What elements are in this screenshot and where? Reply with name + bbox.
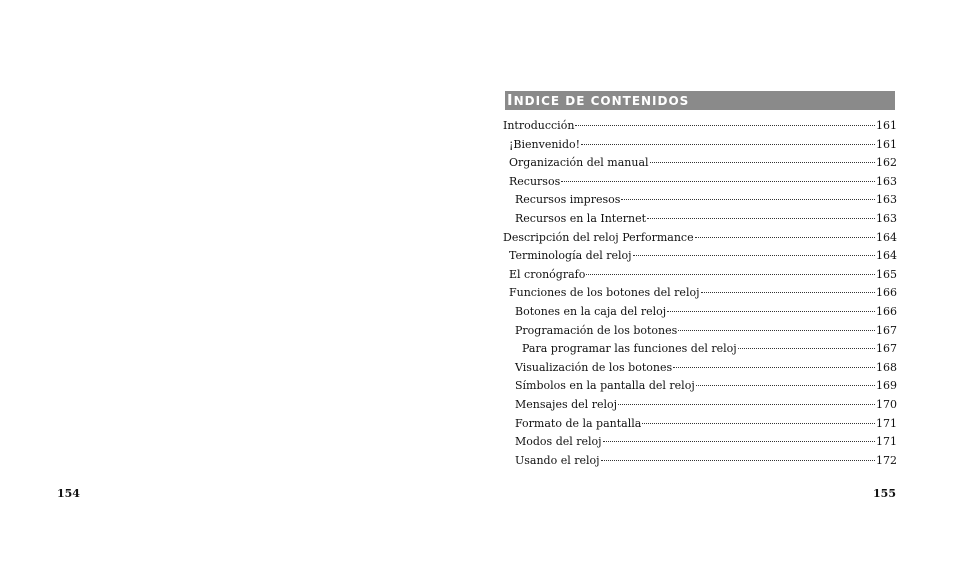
toc-heading-initial: I — [507, 91, 514, 109]
toc-entry-title: El cronógrafo — [509, 267, 586, 281]
toc-entry[interactable] — [503, 377, 897, 396]
toc-entry[interactable] — [503, 303, 897, 322]
toc-entry[interactable] — [503, 340, 897, 359]
toc-entry-page: 164 — [876, 249, 897, 263]
toc-leader-dots — [586, 274, 875, 275]
toc-leader-dots — [650, 162, 875, 163]
toc-entry-title: Símbolos en la pantalla del reloj — [515, 379, 695, 393]
toc-leader-dots — [581, 144, 875, 145]
toc-entry-title: Modos del reloj — [515, 435, 602, 449]
toc-entry[interactable] — [503, 191, 897, 210]
toc-entry-page: 169 — [876, 379, 897, 393]
left-page-number: 154 — [57, 487, 80, 500]
toc-leader-dots — [603, 441, 875, 442]
toc-leader-dots — [701, 292, 876, 293]
toc-entry-title: Mensajes del reloj — [515, 397, 618, 411]
toc-leader-dots — [673, 367, 875, 368]
toc-leader-dots — [667, 311, 875, 312]
toc-leader-dots — [633, 255, 875, 256]
toc-entry-title: ¡Bienvenido! — [509, 137, 581, 151]
toc-entry[interactable] — [503, 210, 897, 229]
toc-entry-page: 161 — [876, 137, 897, 151]
toc-leader-dots — [642, 423, 875, 424]
toc-entry-page: 171 — [876, 416, 897, 430]
toc-entry-page: 168 — [876, 360, 897, 374]
toc-entry[interactable] — [503, 433, 897, 452]
toc-entry-page: 162 — [876, 156, 897, 170]
toc-entry-title: Formato de la pantalla — [515, 416, 642, 430]
toc-entry-title: Para programar las funciones del reloj — [522, 342, 737, 356]
right-page-number: 155 — [873, 487, 896, 500]
toc-entry-title: Recursos en la Internet — [515, 211, 647, 225]
toc-leader-dots — [738, 348, 875, 349]
toc-heading — [505, 91, 895, 110]
toc-entry-title: Programación de los botones — [515, 323, 678, 337]
toc-entry[interactable] — [503, 415, 897, 434]
toc-leader-dots — [678, 330, 875, 331]
toc-entry-title: Introducción — [503, 119, 575, 132]
toc-entry-page: 170 — [876, 397, 897, 411]
toc-leader-dots — [621, 199, 875, 200]
toc-entry-page: 161 — [876, 119, 897, 132]
toc-entry-page: 163 — [876, 211, 897, 225]
toc-leader-dots — [601, 460, 875, 461]
toc-entry[interactable] — [503, 117, 897, 136]
toc-entry-page: 167 — [876, 342, 897, 356]
toc-entry[interactable] — [503, 247, 897, 266]
toc-leader-dots — [696, 385, 875, 386]
toc-entry[interactable] — [503, 322, 897, 341]
toc-entry-title: Terminología del reloj — [509, 249, 632, 263]
toc-entry[interactable] — [503, 229, 897, 248]
toc-entry-page: 171 — [876, 435, 897, 449]
toc-entry-page: 166 — [876, 304, 897, 318]
toc-entry-title: Botones en la caja del reloj — [515, 304, 667, 318]
toc-leader-dots — [575, 125, 875, 126]
toc-entry-title: Funciones de los botones del reloj — [509, 286, 700, 300]
toc-leader-dots — [618, 404, 875, 405]
toc-entry-page: 163 — [876, 193, 897, 207]
toc-entry[interactable] — [503, 359, 897, 378]
toc-leader-dots — [695, 237, 875, 238]
toc-entry[interactable] — [503, 452, 897, 471]
toc-entry-page: 164 — [876, 230, 897, 244]
toc-entry[interactable] — [503, 396, 897, 415]
toc-entry-title: Visualización de los botones — [515, 360, 673, 374]
toc-list — [503, 117, 897, 470]
toc-leader-dots — [647, 218, 875, 219]
toc-entry-title: Usando el reloj — [515, 453, 600, 467]
toc-entry-title: Organización del manual — [509, 156, 649, 170]
toc-entry[interactable] — [503, 136, 897, 155]
toc-entry-title: Recursos impresos — [515, 193, 621, 207]
toc-entry-page: 165 — [876, 267, 897, 281]
toc-entry-page: 167 — [876, 323, 897, 337]
toc-entry-title: Recursos — [509, 174, 561, 188]
toc-entry[interactable] — [503, 173, 897, 192]
toc-heading-rest: NDICE DE CONTENIDOS — [513, 94, 690, 108]
toc-leader-dots — [561, 181, 875, 182]
toc-entry-page: 163 — [876, 174, 897, 188]
toc-entry[interactable] — [503, 284, 897, 303]
toc-entry-page: 172 — [876, 453, 897, 467]
toc-entry[interactable] — [503, 154, 897, 173]
toc-entry[interactable] — [503, 266, 897, 285]
toc-entry-page: 166 — [876, 286, 897, 300]
toc-entry-title: Descripción del reloj Performance — [503, 230, 694, 244]
